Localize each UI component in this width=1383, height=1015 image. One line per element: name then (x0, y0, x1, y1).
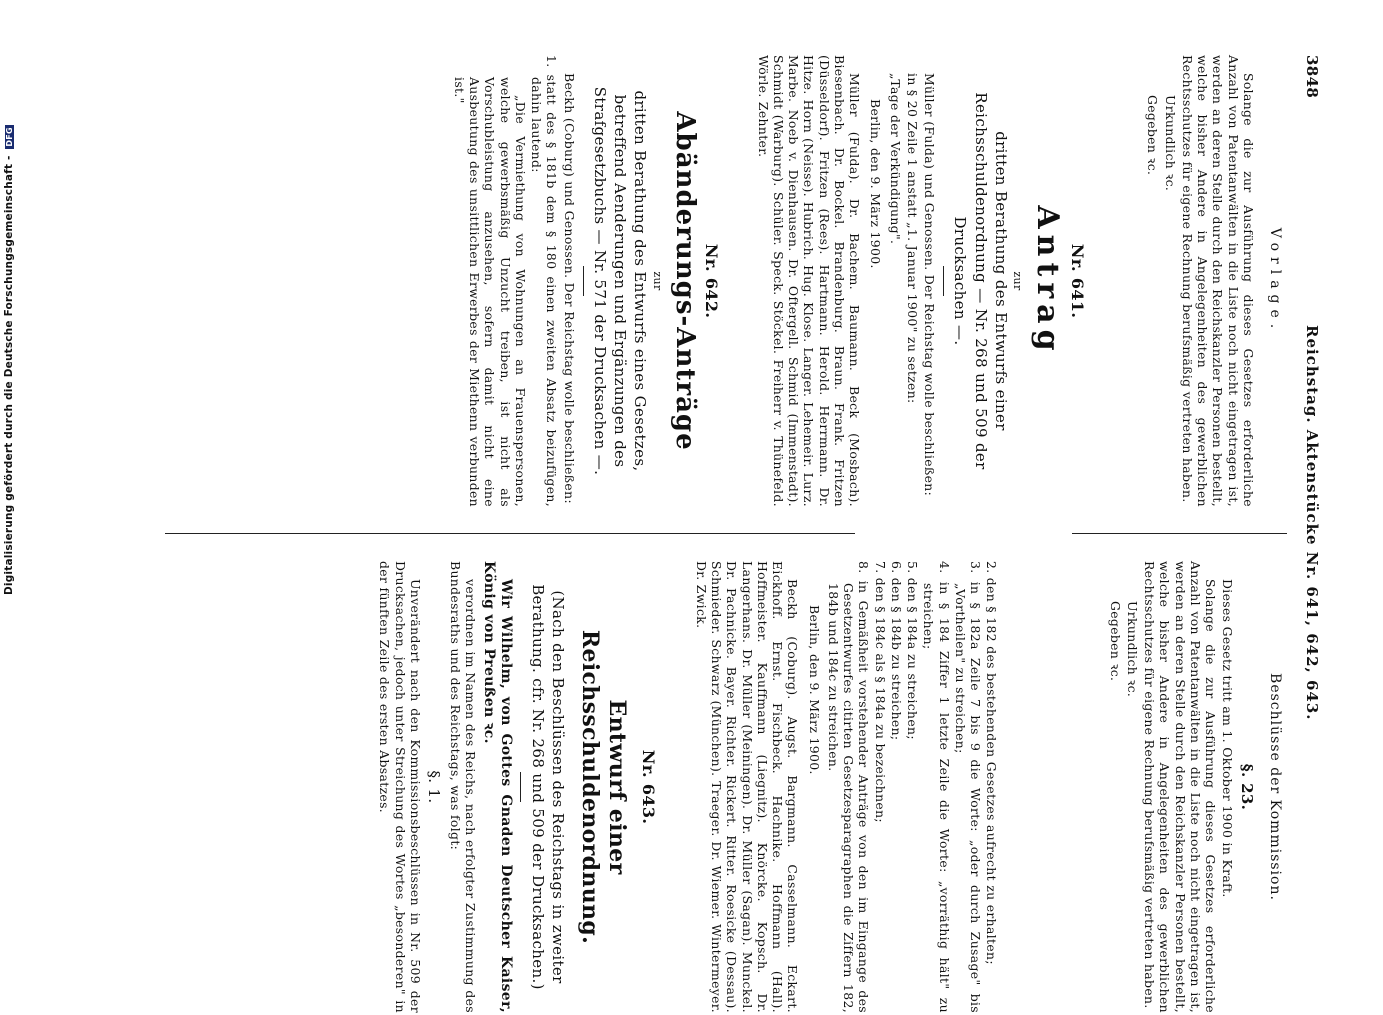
verordnen-text: verordnen im Namen des Reichs, nach erfolgter Zustimmung des Bundesraths und des Reichstags, was folgt: (447, 561, 478, 1013)
antrag-subject: dritten Berathung des Entwurfs einer Reichsschuldenordnung — Nr. 268 und 509 der Drucksachen —. (951, 92, 1010, 470)
para-1-text: Unverändert nach den Kommissionsbeschlüssen in Nr. 509 der Drucksachen, jedoch unter Streichung des Wortes „besonderen" in der fünften Zeile des ersten Absatzes. (377, 561, 423, 1013)
document-page (85, 55, 1325, 1015)
dfg-logo: DFG (5, 127, 14, 147)
beschluesse-heading: Beschlüsse der Kommission. (1267, 673, 1283, 901)
list-item: 8. in Gemäßheit vorstehender Anträge von den im Eingange des Gesetzentwurfes citirten Gesetzesparagraphen die Ziffern 182, 184b und 184c zu streichen. (825, 561, 872, 1013)
page-header (1291, 55, 1325, 1015)
column-divider-bottom (165, 533, 855, 534)
signatories-list: Müller (Fulda). Dr. Bachem. Baumann. Beck (Mosbach). Biesenbach. Dr. Bockel. Brandenburg. Braun. Frank. Fritzen (Düsseldorf). Fritzen (Rees). Hartmann. Herold. Herrmann. Dr. Hitze. Horn (Neisse). Hubrich. Hug. Klose. Langer. Lehemeir. Lurz. Marbe. Noeb v. Dienhausen. Dr. Oftergell. Schmid (Immenstadt). Schmidt (Warburg). Schüler. Speck. Stöckel. Freiherr v. Thünefeld. Wörle. Zehnter. (755, 55, 863, 507)
antrag-heading: Antrag (1030, 205, 1066, 357)
para-23-text: Dieses Gesetz tritt am 1. Oktober 1900 in Kraft. (1220, 579, 1236, 898)
zur-label: zur (1011, 271, 1025, 291)
signatories-list-right: Beckh (Coburg). Augst. Bargmann. Casselmann. Eckart. Eickhoff. Ernst. Fischbeck. Hachnike. Hoffmann (Hall). Hoffmeister. Kauffmann (Liegnitz). Knörcke. Kopsch. Dr. Langerhans. Dr. Müller (Meiningen). Dr. Müller (Sagan). Munckel. Dr. Pachnicke. Bayer. Richter. Rickert. Ritter. Roesicke (Dessau). Schmieder. Schwarz (München). Traeger. Dr. Wiemer. Wintermeyer. Dr. Zwick. (693, 561, 801, 1013)
nach-text: (Nach den Beschlüssen des Reichstags in zweiter Berathung. cfr. Nr. 268 und 509 der Drucksachen.) (528, 584, 567, 990)
column-divider-top (1072, 533, 1287, 534)
date-line: Berlin, den 9. März 1900. (868, 99, 884, 269)
list-item: 3. in § 182a Zeile 7 bis 9 die Worte: „oder durch Zusage" bis „Vortheilen" zu streichen; (952, 561, 984, 1013)
list-item: 5. den § 184a zu streichen; (905, 561, 921, 740)
urkundlich-text-right: Urkundlich ꝛc. (1124, 601, 1140, 698)
change-instruction: in § 20 Zeile 1 anstatt „1. Januar 1900" zu setzen: (904, 73, 920, 404)
page-number: 3848 (1303, 55, 1321, 99)
nr-641-heading: Nr. 641. (1068, 243, 1088, 319)
list-item: 1. statt des § 181b dem § 180 einen zweiten Absatz beizufügen, dahin lautend: (529, 55, 560, 507)
gegeben-text-right: Gegeben ꝛc. (1107, 601, 1123, 682)
list-item: 4. in § 184 Ziffer 1 letzte Zeile die Worte: „vorräthig hält" zu streichen; (921, 561, 952, 1013)
zur-label-2: zur (650, 271, 664, 291)
nr-643-heading: Nr. 643. (638, 749, 658, 825)
list-item: 6. den § 184b zu streichen; (888, 561, 904, 741)
abaenderungs-subject: dritten Berathung des Entwurfs eines Gesetzes, betreffend Aenderungen und Ergänzungen des Strafgesetzbuchs — Nr. 571 der Drucksachen —. (590, 86, 650, 476)
quoted-amendment: „Die Vermiethung von Wohnungen an Frauenspersonen, welche gewerbsmäßig Unzucht treiben, ist nicht als Vorschubleistung anzusehen, sofern damit nicht eine Ausbeutung des unsittlichen Erwerbes der Miethenn verbunden ist." (451, 77, 528, 507)
gegeben-text: Gegeben ꝛc. (1145, 95, 1161, 176)
para-1-heading: §. 1. (425, 770, 444, 804)
right-column (99, 561, 1289, 1013)
separator-rule-2 (583, 266, 584, 296)
list-item: 7. den § 184c als § 184a zu bezeichnen; (872, 561, 888, 823)
beckh-motion: Beckh (Coburg) und Genossen. Der Reichstag wolle beschließen: (561, 73, 577, 504)
urkundlich-text: Urkundlich ꝛc. (1162, 95, 1178, 192)
separator-rule-3 (520, 772, 521, 802)
vorlage-text: Solange die zur Ausführung dieses Gesetzes erforderliche Anzahl von Patentanwälten in die Liste noch nicht eingetragen ist, werden an deren Stelle durch den Reichskanzler Personen bestellt, welche bisher Andere in Angelegenheiten des gewerblichen Rechtsschutzes für eigene Rechnung berufsmäßig vertreten haben. (1179, 55, 1256, 507)
separator-rule (943, 266, 944, 296)
date-line-right: Berlin, den 9. März 1900. (806, 605, 822, 775)
amendment-list (826, 561, 1000, 1013)
header-title: Reichstag. Aktenstücke Nr. 641, 642, 643. (1303, 325, 1321, 721)
nr-642-heading: Nr. 642. (702, 243, 722, 319)
abaenderungs-heading: Abänderungs-Anträge (669, 111, 700, 451)
left-column (99, 55, 1289, 507)
digitization-text: Digitalisierung gefördert durch die Deutsche Forschungsgemeinschaft - (3, 155, 15, 595)
mueller-motion: Müller (Fulda) und Genossen. Der Reichstag wolle beschließen: (922, 73, 938, 497)
wilhelm-text: Wir Wilhelm, von Gottes Gnaden Deutscher Kaiser, König von Preußen ꝛc. (481, 561, 515, 1013)
entwurf-heading: Entwurf einer Reichsschuldenordnung. (576, 629, 630, 945)
quoted-replacement: „Tage der Verkündigung". (887, 73, 903, 245)
para-23-heading: §. 23. (1237, 763, 1256, 811)
digitization-note (3, 127, 16, 595)
para-23-text-2: Solange die zur Ausführung dieses Gesetzes erforderliche Anzahl von Patentanwälten in die Liste noch nicht eingetragen ist, werden an deren Stelle durch den Reichskanzler Personen bestellt, welche bisher Andere in Angelegenheiten des gewerblichen Rechtsschutzes für eigene Rechnung berufsmäßig vertreten haben. (1142, 561, 1219, 1013)
vorlage-heading: Vorlage. (1267, 227, 1283, 335)
list-item: 2. den § 182 des bestehenden Gesetzes aufrecht zu erhalten; (984, 561, 1000, 965)
